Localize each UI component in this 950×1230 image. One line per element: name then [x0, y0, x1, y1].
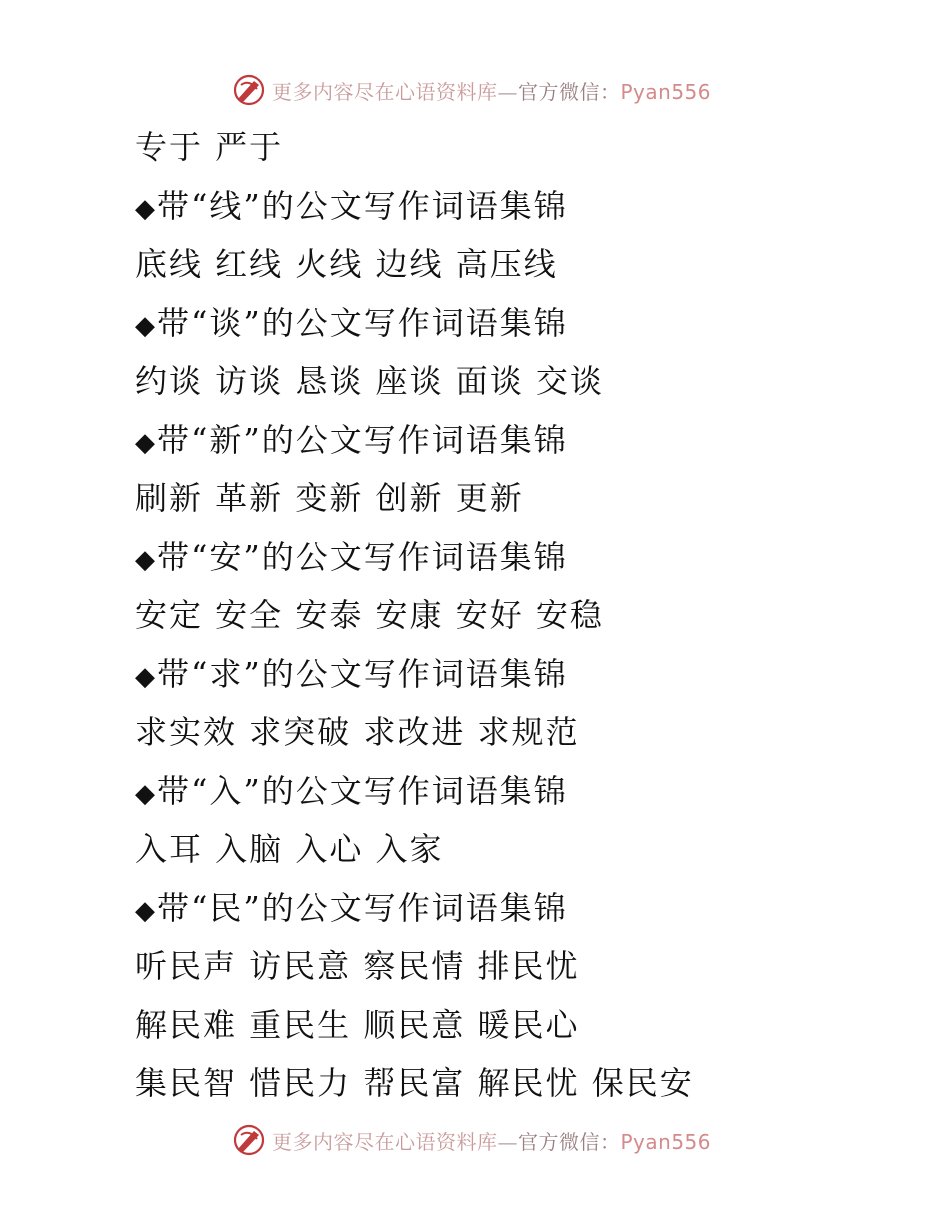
diamond-bullet-icon: ◆: [135, 544, 155, 575]
section-heading: [135, 177, 855, 236]
diamond-bullet-icon: ◆: [135, 661, 155, 692]
banner-separator: —: [497, 79, 518, 104]
diamond-bullet-icon: ◆: [135, 895, 155, 926]
section-heading: [135, 528, 855, 587]
words-line: 集民智 惜民力 帮民富 解民忧 保民安: [135, 1064, 694, 1102]
footer-banner: [232, 1120, 711, 1160]
header-banner-text: [272, 76, 711, 105]
pen-logo-icon: [232, 1123, 266, 1157]
section-heading: [135, 294, 855, 353]
diamond-bullet-icon: ◆: [135, 310, 155, 341]
heading-text: 带“入”的公文写作词语集锦: [157, 771, 568, 810]
words-line: 刷新 革新 变新 创新 更新: [135, 479, 524, 517]
heading-text: 带“民”的公文写作词语集锦: [157, 888, 568, 927]
diamond-bullet-icon: ◆: [135, 778, 155, 809]
pen-logo-icon: [232, 73, 266, 107]
footer-banner-text: [272, 1126, 711, 1155]
banner-separator: —: [497, 1129, 518, 1154]
words-line: 专于 严于: [135, 128, 284, 166]
words-line: 底线 红线 火线 边线 高压线: [135, 245, 558, 283]
words-line: 入耳 入脑 入心 入家: [135, 830, 444, 868]
official-wechat-label: 官方微信：: [518, 79, 621, 104]
section-heading: [135, 645, 855, 704]
official-wechat-label: 官方微信：: [518, 1129, 621, 1154]
wechat-id: Pyan556: [620, 79, 712, 104]
heading-text: 带“求”的公文写作词语集锦: [157, 654, 568, 693]
section-heading: [135, 762, 855, 821]
words-line: 求实效 求突破 求改进 求规范: [135, 713, 580, 751]
words-line: 听民声 访民意 察民情 排民忧: [135, 947, 580, 985]
section-heading: [135, 411, 855, 470]
diamond-bullet-icon: ◆: [135, 193, 155, 224]
diamond-bullet-icon: ◆: [135, 427, 155, 458]
heading-text: 带“安”的公文写作词语集锦: [157, 537, 568, 576]
words-line: 安定 安全 安泰 安康 安好 安稳: [135, 596, 604, 634]
words-line: 解民难 重民生 顺民意 暖民心: [135, 1005, 580, 1044]
heading-text: 带“谈”的公文写作词语集锦: [157, 303, 568, 342]
heading-text: 带“线”的公文写作词语集锦: [157, 186, 568, 225]
section-heading: [135, 879, 855, 938]
brand-text: 更多内容尽在心语资料库: [272, 1129, 498, 1154]
document-body: [135, 118, 855, 1113]
brand-text: 更多内容尽在心语资料库: [272, 79, 498, 104]
words-line: 约谈 访谈 恳谈 座谈 面谈 交谈: [135, 362, 604, 400]
header-banner: [232, 70, 711, 110]
wechat-id: Pyan556: [620, 1129, 712, 1154]
heading-text: 带“新”的公文写作词语集锦: [157, 420, 568, 459]
